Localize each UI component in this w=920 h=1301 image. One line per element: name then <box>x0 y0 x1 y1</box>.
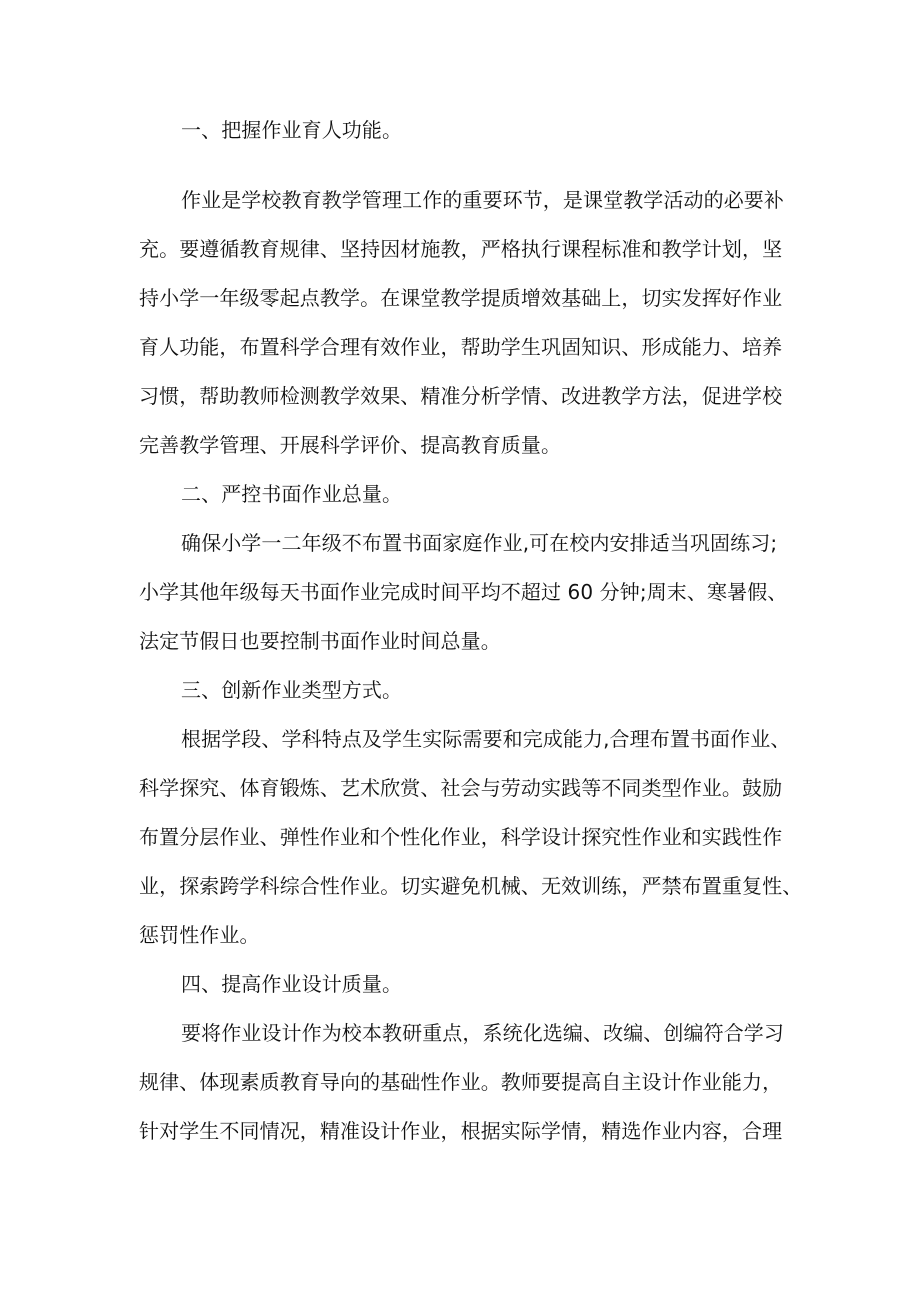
paragraph-line: 业，探索跨学科综合性作业。切实避免机械、无效训练，严禁布置重复性、 <box>139 874 803 898</box>
paragraph-line: 持小学一年级零起点教学。在课堂教学提质增效基础上，切实发挥好作业 <box>139 286 783 310</box>
paragraph-line: 布置分层作业、弹性作业和个性化作业，科学设计探究性作业和实践性作 <box>139 825 783 849</box>
section-heading-1: 一、把握作业育人功能。 <box>181 118 403 142</box>
paragraph-line: 确保小学一二年级不布置书面家庭作业,可在校内安排适当巩固练习; <box>181 531 778 555</box>
paragraph-line: 习惯，帮助教师检测教学效果、精准分析学情、改进教学方法，促进学校 <box>139 384 783 408</box>
paragraph-line: 科学探究、体育锻炼、艺术欣赏、社会与劳动实践等不同类型作业。鼓励 <box>139 776 783 800</box>
paragraph-line: 完善教学管理、开展科学评价、提高教育质量。 <box>139 433 562 457</box>
paragraph-line: 育人功能，布置科学合理有效作业，帮助学生巩固知识、形成能力、培养 <box>139 335 783 359</box>
section-heading-2: 二、严控书面作业总量。 <box>181 482 403 506</box>
paragraph-line: 要将作业设计作为校本教研重点，系统化选编、改编、创编符合学习 <box>181 1021 784 1045</box>
paragraph-line: 规律、体现素质教育导向的基础性作业。教师要提高自主设计作业能力， <box>139 1070 783 1094</box>
section-heading-3: 三、创新作业类型方式。 <box>181 678 403 702</box>
paragraph-line: 惩罚性作业。 <box>139 923 260 947</box>
paragraph-line: 作业是学校教育教学管理工作的重要环节，是课堂教学活动的必要补 <box>181 188 784 212</box>
paragraph-line: 小学其他年级每天书面作业完成时间平均不超过 60 分钟;周末、寒暑假、 <box>139 580 788 604</box>
section-heading-4: 四、提高作业设计质量。 <box>181 972 403 996</box>
paragraph-line: 法定节假日也要控制书面作业时间总量。 <box>139 629 501 653</box>
paragraph-line: 针对学生不同情况，精准设计作业，根据实际学情，精选作业内容，合理 <box>139 1119 783 1143</box>
paragraph-line: 充。要遵循教育规律、坚持因材施教，严格执行课程标准和教学计划，坚 <box>139 237 783 261</box>
paragraph-line: 根据学段、学科特点及学生实际需要和完成能力,合理布置书面作业、 <box>181 727 791 751</box>
